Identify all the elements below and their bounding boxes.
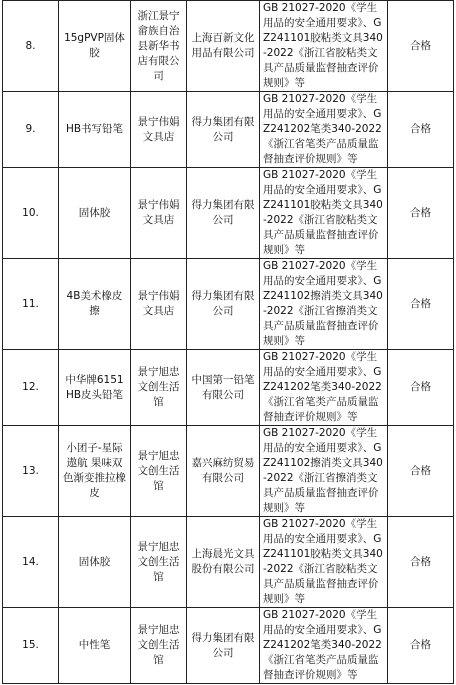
inspection-standard: GB 21027-2020《学生用品的安全通用要求》、GZ241101胶粘类文具340-2022《浙江省胶粘类文具产品质量监督抽查评价规则》等 <box>260 517 388 608</box>
inspection-result: 合格 <box>388 517 454 608</box>
inspection-result: 合格 <box>388 168 454 259</box>
seller-name: 景宁伟娟文具店 <box>131 168 187 259</box>
table-row <box>3 426 454 517</box>
row-number: 9. <box>3 92 59 168</box>
table-row <box>3 168 454 259</box>
manufacturer-name: 得力集团有限公司 <box>187 608 260 684</box>
table-row <box>3 1 454 92</box>
inspection-standard: GB 21027-2020《学生用品的安全通用要求》、GZ241202笔类340-2022《浙江省笔类产品质量监督抽查评价规则》等 <box>260 608 388 684</box>
product-name: 固体胶 <box>59 168 131 259</box>
table-row <box>3 350 454 426</box>
manufacturer-name: 得力集团有限公司 <box>187 168 260 259</box>
table-row <box>3 517 454 608</box>
product-name: 15gPVP固体胶 <box>59 1 131 92</box>
inspection-result: 合格 <box>388 92 454 168</box>
inspection-standard: GB 21027-2020《学生用品的安全通用要求》、GZ241202笔类340-2022《浙江省笔类产品质量监督抽查评价规则》等 <box>260 350 388 426</box>
inspection-result: 合格 <box>388 426 454 517</box>
inspection-results-table <box>2 0 454 684</box>
seller-name: 景宁旭忠文创生活馆 <box>131 517 187 608</box>
inspection-standard: GB 21027-2020《学生用品的安全通用要求》、GZ241101胶粘类文具340-2022《浙江省胶粘类文具产品质量监督抽查评价规则》等 <box>260 1 388 92</box>
product-name: 固体胶 <box>59 517 131 608</box>
seller-name: 浙江景宁畲族自治县新华书店有限公司 <box>131 1 187 92</box>
inspection-standard: GB 21027-2020《学生用品的安全通用要求》、GZ241101胶粘类文具340-2022《浙江省胶粘类文具产品质量监督抽查评价规则》等 <box>260 168 388 259</box>
row-number: 10. <box>3 168 59 259</box>
product-name: 小团子-星际遨航 果味双色渐变推拉橡皮 <box>59 426 131 517</box>
inspection-result: 合格 <box>388 1 454 92</box>
seller-name: 景宁伟娟文具店 <box>131 92 187 168</box>
manufacturer-name: 上海百新文化用品有限公司 <box>187 1 260 92</box>
manufacturer-name: 得力集团有限公司 <box>187 259 260 350</box>
table-row <box>3 92 454 168</box>
row-number: 13. <box>3 426 59 517</box>
product-name: HB书写铅笔 <box>59 92 131 168</box>
manufacturer-name: 上海晨光文具股份有限公司 <box>187 517 260 608</box>
row-number: 14. <box>3 517 59 608</box>
inspection-result: 合格 <box>388 608 454 684</box>
seller-name: 景宁伟娟文具店 <box>131 259 187 350</box>
row-number: 8. <box>3 1 59 92</box>
inspection-standard: GB 21027-2020《学生用品的安全通用要求》、GZ241202笔类340-2022《浙江省笔类产品质量监督抽查评价规则》等 <box>260 92 388 168</box>
inspection-standard: GB 21027-2020《学生用品的安全通用要求》、GZ241102擦消类文具340-2022《浙江省擦消类文具产品质量监督抽查评价规则》等 <box>260 426 388 517</box>
product-name: 4B美术橡皮擦 <box>59 259 131 350</box>
seller-name: 景宁旭忠文创生活馆 <box>131 608 187 684</box>
seller-name: 景宁旭忠文创生活馆 <box>131 426 187 517</box>
row-number: 11. <box>3 259 59 350</box>
inspection-standard: GB 21027-2020《学生用品的安全通用要求》、GZ241102擦消类文具340-2022《浙江省擦消类文具产品质量监督抽查评价规则》等 <box>260 259 388 350</box>
table-row <box>3 608 454 684</box>
inspection-result: 合格 <box>388 259 454 350</box>
product-name: 中华牌6151HB皮头铅笔 <box>59 350 131 426</box>
manufacturer-name: 得力集团有限公司 <box>187 92 260 168</box>
row-number: 12. <box>3 350 59 426</box>
row-number: 15. <box>3 608 59 684</box>
manufacturer-name: 嘉兴麻纺贸易有限公司 <box>187 426 260 517</box>
manufacturer-name: 中国第一铅笔有限公司 <box>187 350 260 426</box>
table-row <box>3 259 454 350</box>
product-name: 中性笔 <box>59 608 131 684</box>
seller-name: 景宁旭忠文创生活馆 <box>131 350 187 426</box>
inspection-result: 合格 <box>388 350 454 426</box>
